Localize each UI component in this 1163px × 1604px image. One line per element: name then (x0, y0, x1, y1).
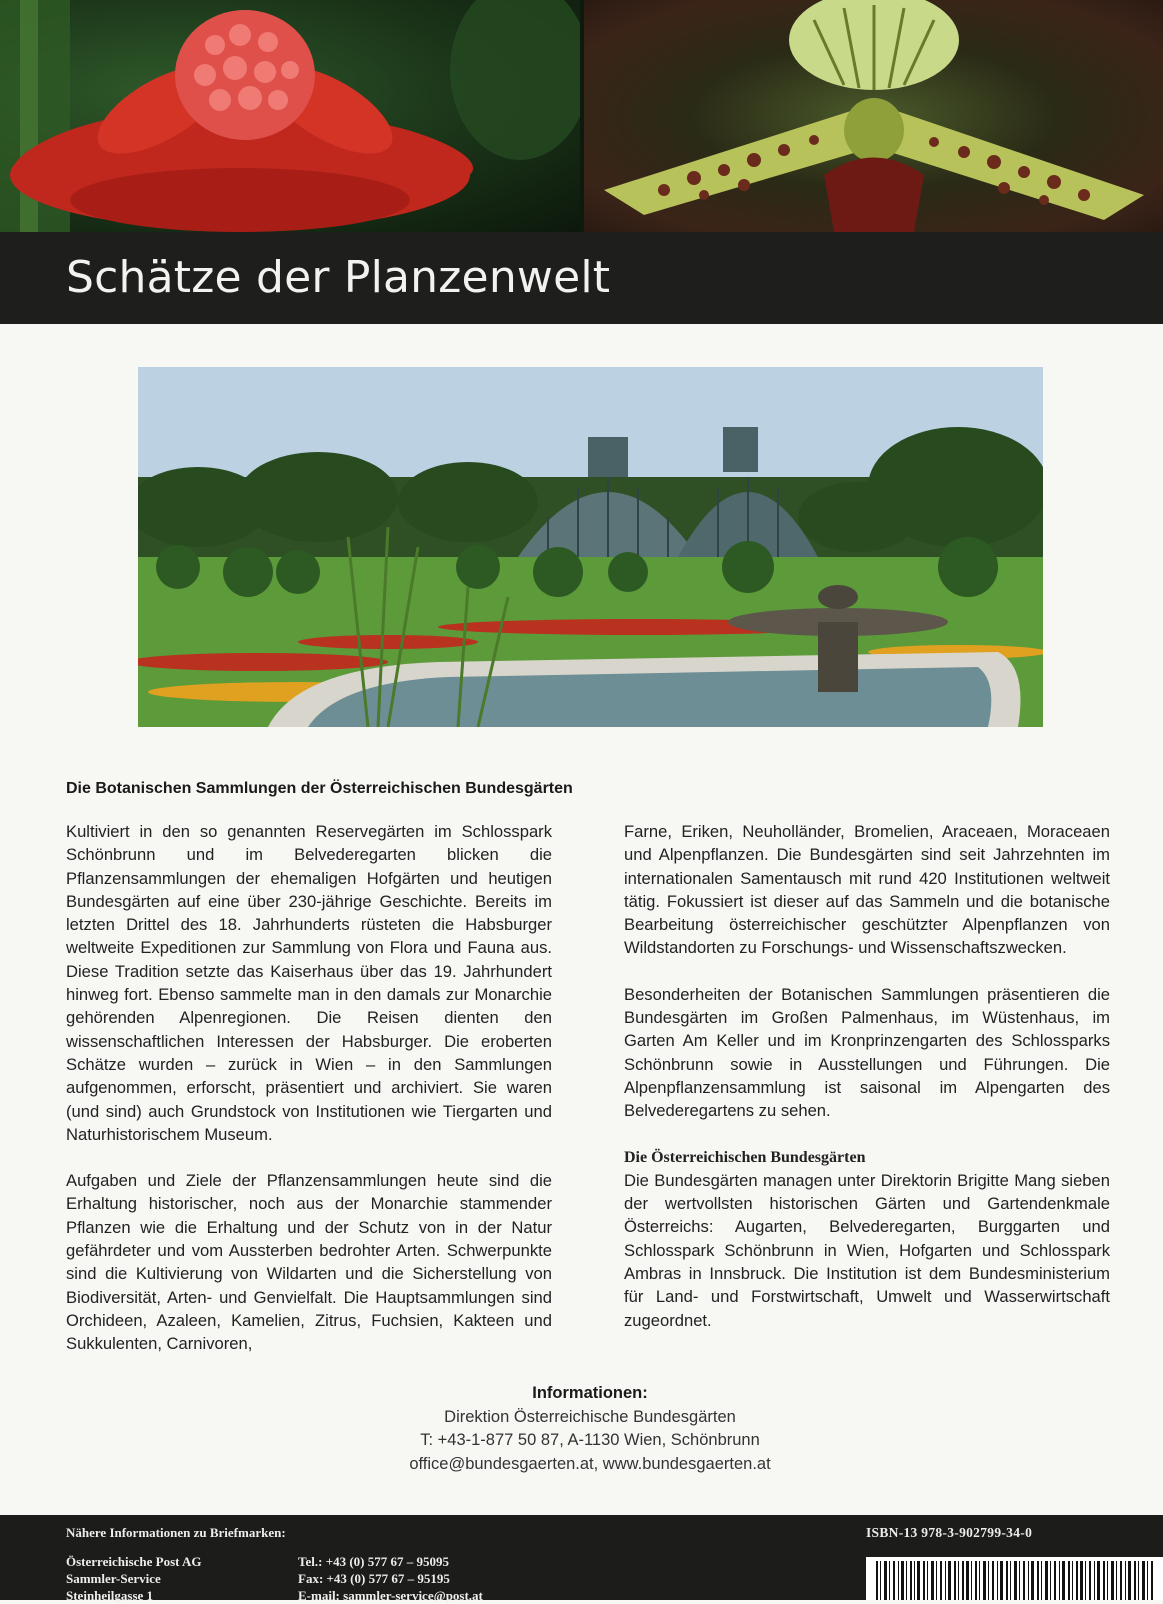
palm-house-photo (138, 367, 1043, 727)
subheading: Die Österreichischen Bundesgärten (624, 1148, 866, 1166)
slipper-orchid-photo (584, 0, 1163, 232)
footer (0, 1515, 1163, 1603)
title-band (0, 232, 1163, 324)
paragraph: Besonderheiten der Botanischen Sammlungen präsentieren die Bundesgärten im Großen Palmenhaus, im Wüstenhaus, im Garten Am Keller und im Kronprinzengarten des Schlossparks Schönbrunn sowie in Ausstellungen und Führungen. Die Alpenpflanzensammlung ist saisonal im Alpengarten des Belvederegartens zu sehen. (624, 984, 1110, 1121)
header-photos (0, 0, 1163, 232)
barcode-bars (866, 1557, 1163, 1600)
page-title: Schätze der Planzenwelt (66, 252, 611, 303)
paragraph: Kultiviert in den so genannten Reservegärten im Schlosspark Schönbrunn und im Belvederegarten blicken die Pflanzensammlungen der ehemaligen Hofgärten und heutigen Bundesgärten auf eine über 230-jährige Geschichte. Bereits im letzten Drittel des 18. Jahrhunderts rüsteten die Habsburger weltweite Expeditionen zur Sammlung von Flora und Fauna aus. Diese Tradition setzte das Kaiserhaus über das 19. Jahrhundert hinweg fort. Ebenso sammelte man in den damals zur Monarchie gehörenden Alpenregionen. Die Reisen dienten den wissenschaftlichen Interessen der Habsburger. Die eroberten Schätze wurden – zurück in Wien – in den Sammlungen aufgenommen, erforscht, präsentiert und archiviert. Sie waren (und sind) auch Grundstock von Institutionen wie Tiergarten und Naturhistorischem Museum. (66, 822, 552, 1144)
fax-line: Fax: +43 (0) 577 67 – 95195 (298, 1571, 450, 1586)
info-title: Informationen: (532, 1384, 648, 1402)
info-block (330, 1382, 850, 1476)
orchid-illustration (584, 0, 1163, 232)
phone-line: Tel.: +43 (0) 577 67 – 95095 (298, 1554, 450, 1569)
barcode (866, 1557, 1163, 1600)
paragraph: Farne, Eriken, Neuholländer, Bromelien, Araceaen, Moraceaen und Alpenpflanzen. Die Bundesgärten sind seit Jahrzehnten im internationalen Samentausch mit rund 420 Institutionen weltweit tätig. Fokussiert ist dieser auf das Sammeln und die botanische Bearbeitung österreichischer geschützter Alpenpflanzen von Wildstandorten zu Forschungs- und Wissenschaftszwecken. (624, 822, 1110, 958)
info-line: T: +43-1-877 50 87, A-1130 Wien, Schönbrunn (420, 1431, 760, 1449)
text-column-right (624, 820, 1110, 1355)
section-heading: Die Botanischen Sammlungen der Österreichischen Bundesgärten (66, 780, 573, 797)
address-line: Steinheilgasse 1 (66, 1588, 154, 1603)
paragraph: Aufgaben und Ziele der Pflanzensammlungen heute sind die Erhaltung historischer, noch aus der Monarchie stammender Pflanzen wie die Erhaltung und der Schutz von in der Natur gefährdeter und vom Aussterben bedrohter Arten. Schwerpunkte sind die Kultivierung von Wildarten und die Sicherstellung von Biodiversität, Arten- und Genvielfalt. Die Hauptsammlungen sind Orchideen, Azaleen, Kamelien, Zitrus, Fuchsien, Kakteen und Sukkulenten, Carnivoren, (66, 1171, 552, 1354)
isbn: ISBN-13 978-3-902799-34-0 (866, 1525, 1033, 1540)
footer-address (66, 1553, 202, 1604)
red-flower-illustration (0, 0, 580, 232)
footer-contact (298, 1553, 483, 1604)
footer-heading: Nähere Informationen zu Briefmarken: (66, 1525, 286, 1540)
info-line: Direktion Österreichische Bundesgärten (444, 1407, 736, 1426)
email-line: E-mail: sammler-service@post.at (298, 1588, 483, 1603)
info-contact-line: office@bundesgaerten.at, www.bundesgaerten.at (409, 1454, 771, 1473)
palm-house-illustration (138, 367, 1043, 727)
address-line: Österreichische Post AG (66, 1554, 202, 1569)
red-ginger-flower-photo (0, 0, 580, 232)
text-column-left (66, 820, 552, 1379)
paragraph: Die Bundesgärten managen unter Direktorin Brigitte Mang sieben der wertvollsten historischen Gärten und Gartendenkmale Österreichs: Augarten, Belvederegarten, Burggarten und Schlosspark Schönbrunn in Wien, Hofgarten und Schlosspark Ambras in Innsbruck. Die Institution ist dem Bundesministerium für Land- und Forstwirtschaft, Umwelt und Wasserwirtschaft zugeordnet. (624, 1170, 1110, 1330)
address-line: Sammler-Service (66, 1571, 161, 1586)
